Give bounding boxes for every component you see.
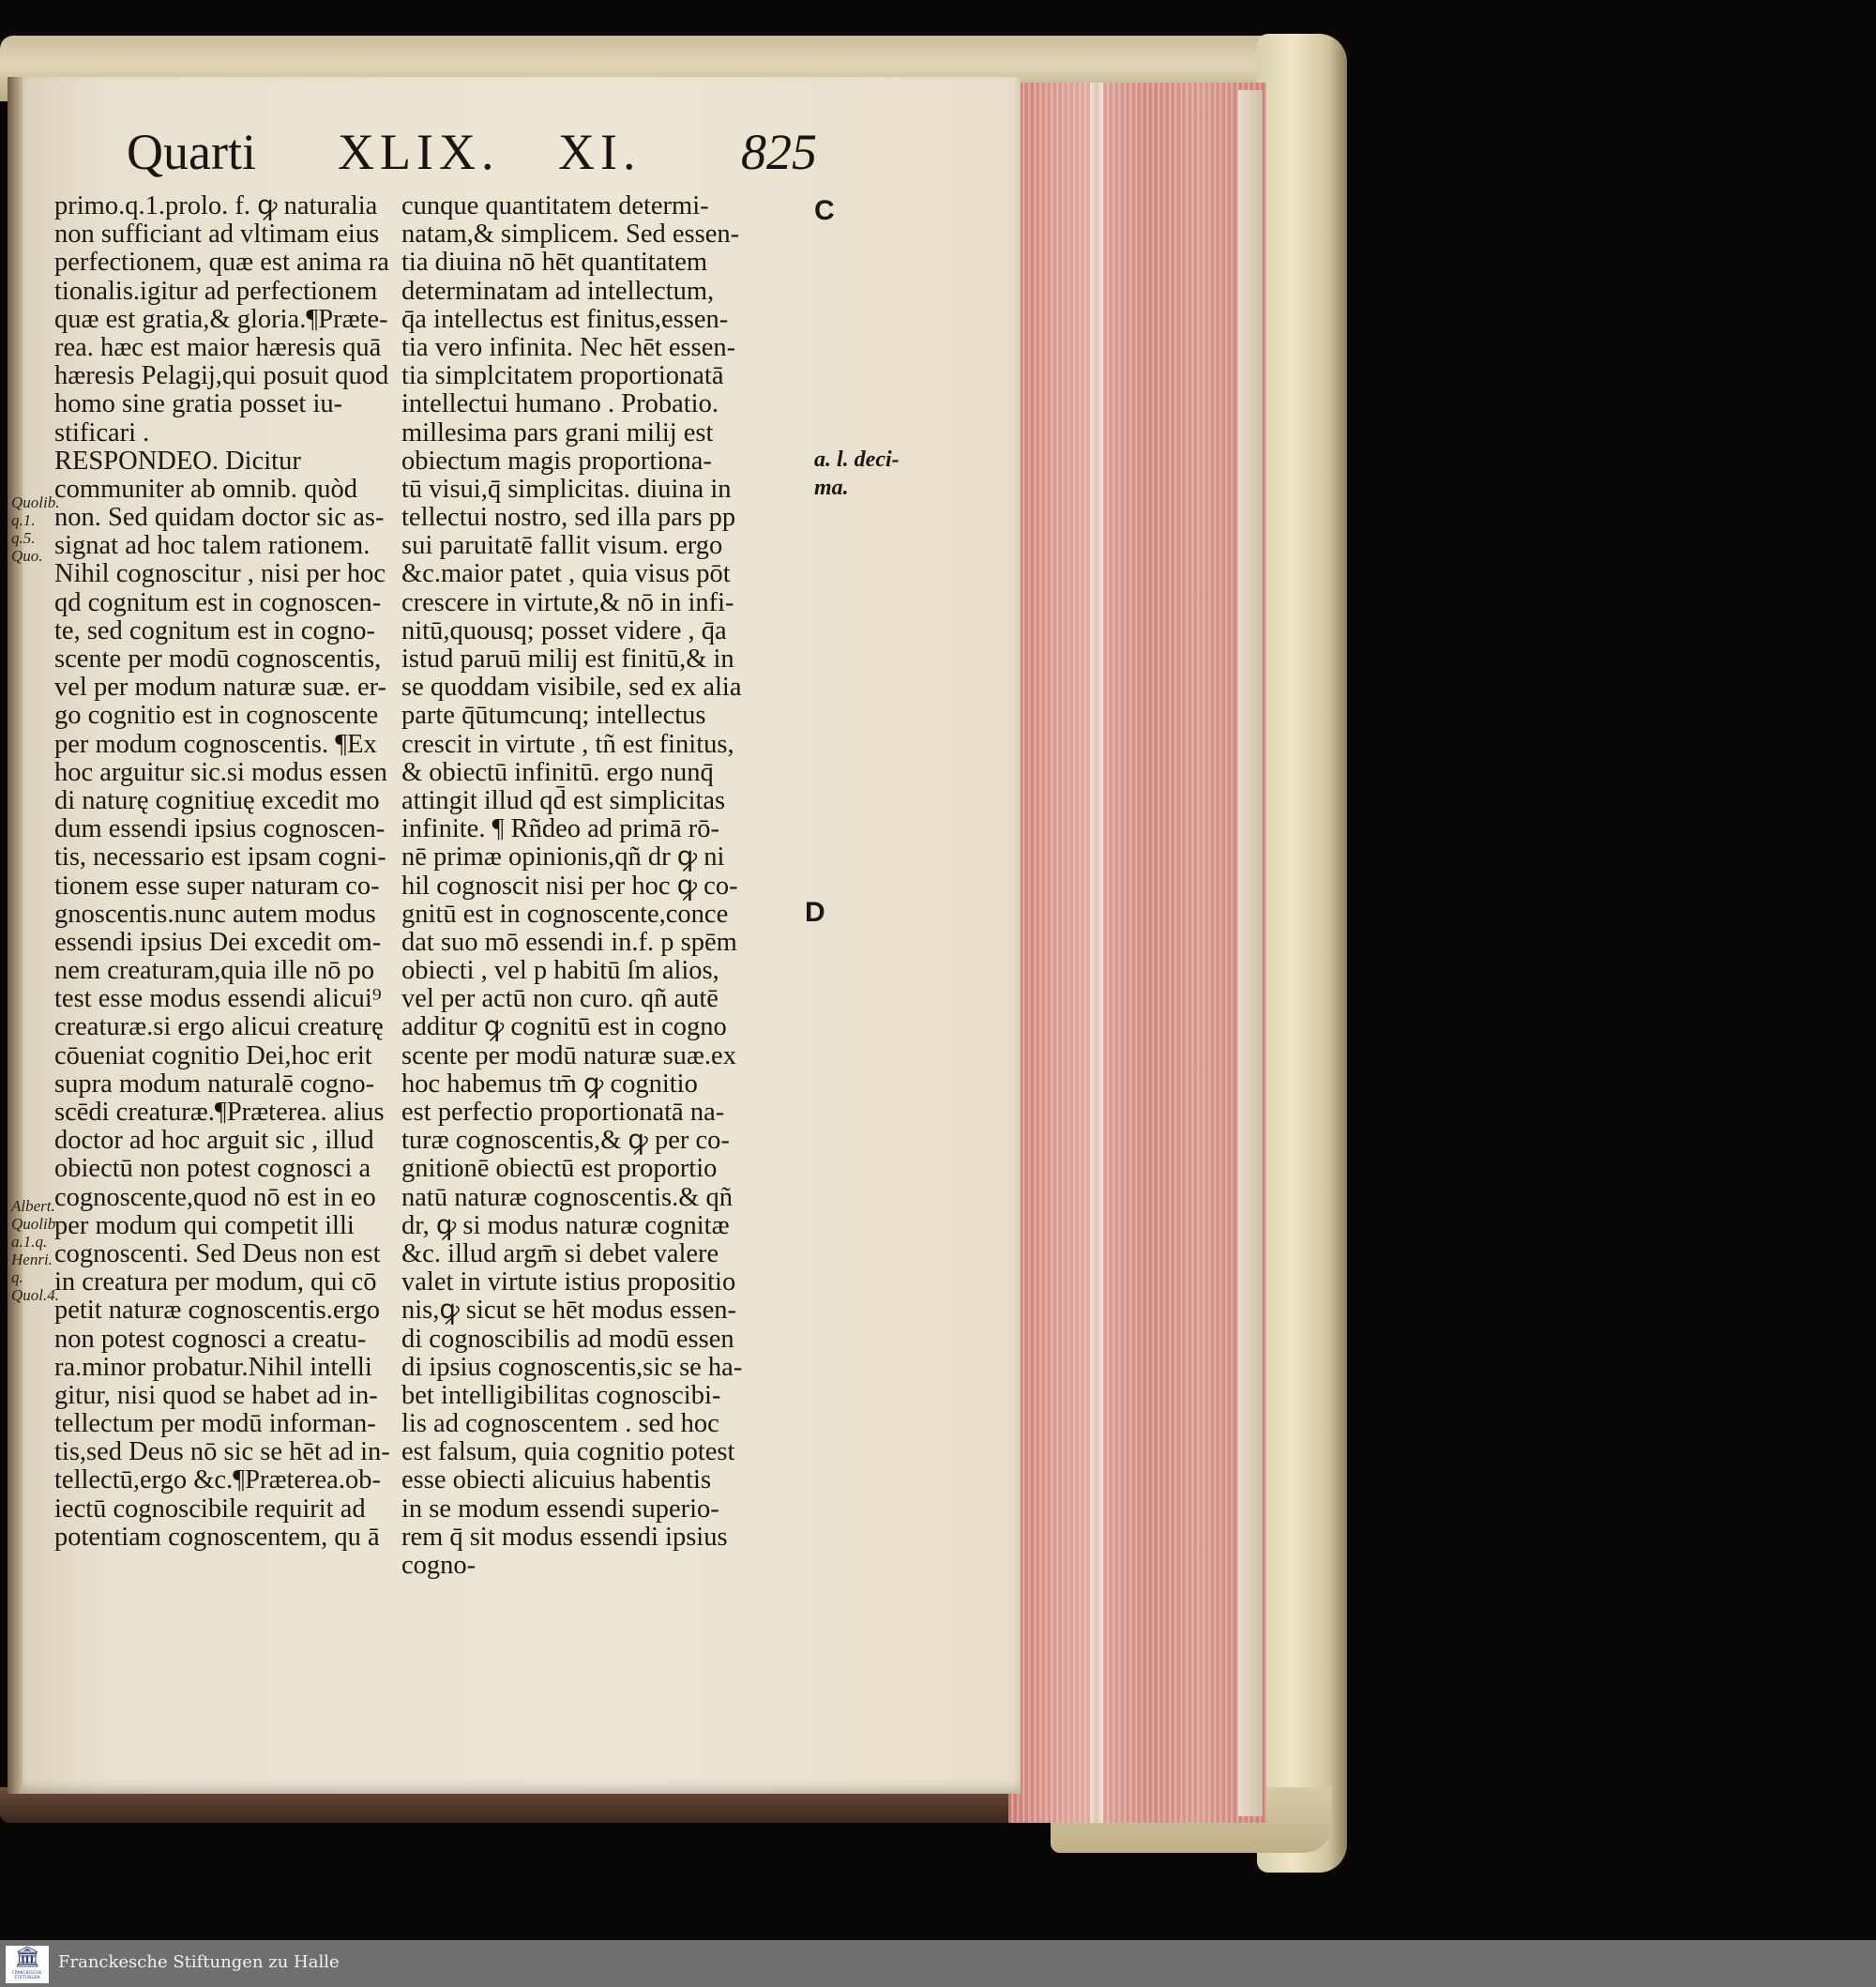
text-line: di naturę cognitiuę excedit mo — [54, 785, 380, 815]
text-line: rea. hæc est maior hæresis quā — [54, 332, 382, 362]
text-line: signat ad hoc talem rationem. — [54, 531, 371, 561]
running-head-distinction: XLIX. — [338, 124, 500, 180]
text-line: dr, ꝙ si modus naturæ cognitæ — [401, 1210, 730, 1240]
text-line: primo.q.1.prolo. f. ꝙ naturalia — [54, 191, 378, 220]
text-line: stificari . — [54, 417, 150, 447]
text-line: natū naturæ cognoscentis.& qñ — [401, 1182, 734, 1212]
text-line: crescere in virtute,& nō in infi- — [401, 587, 734, 617]
text-line: infinite. ¶ Rñdeo ad primā rō- — [401, 814, 719, 844]
text-line: parte q̄ūtumcunq; intellectus — [401, 701, 706, 731]
text-line: istud paruū milij est finitū,& in — [401, 645, 734, 674]
vellum-cover-right — [1257, 34, 1347, 1873]
page-fore-edge-gap — [1090, 83, 1103, 1823]
text-line: potentiam cognoscentem, qu ā — [54, 1522, 380, 1552]
text-line: per modum cognoscentis. ¶Ex — [54, 729, 377, 759]
text-line: dat suo mō essendi in.f. p spēm — [401, 927, 737, 957]
text-line: cogno- — [401, 1551, 477, 1580]
side-note: q.5. — [11, 529, 36, 547]
text-line: nem creaturam,quia ille nō po — [54, 956, 375, 986]
text-line: creaturæ.si ergo alicui creaturę — [54, 1012, 384, 1042]
page-fore-edge-right — [1238, 90, 1263, 1816]
text-line: millesima pars grani milij est — [401, 417, 714, 447]
text-line: intellectui humano . Probatio. — [401, 389, 719, 419]
text-line: nis,ꝙ sicut se hēt modus essen- — [401, 1296, 737, 1326]
text-line: esse obiecti alicuius habentis — [401, 1465, 712, 1495]
institution-logo — [6, 1946, 49, 1983]
text-line: tia vero infinita. Nec hēt essen- — [401, 332, 736, 362]
text-line: natam,& simplicem. Sed essen- — [401, 220, 740, 250]
running-head-question: XI. — [558, 124, 642, 180]
text-line: tia simplcitatem proportionatā — [401, 361, 724, 391]
side-note: Albert. — [11, 1197, 55, 1215]
text-line: per modum qui competit illi — [54, 1210, 355, 1240]
text-line: tellectum per modū informan- — [54, 1409, 376, 1439]
text-line: &c.maior patet , quia visus pōt — [401, 559, 731, 589]
text-line: hæresis Pelagij,qui posuit quod — [54, 361, 389, 391]
text-line: vel per modum naturæ suæ. er- — [54, 673, 387, 703]
text-line: tis, necessario est ipsam cogni- — [54, 842, 386, 872]
text-line: cōueniat cognitio Dei,hoc erit — [54, 1040, 372, 1070]
margin-note-line: a. l. deci- — [814, 447, 900, 472]
text-line: obiecti , vel p habitū ſm alios, — [401, 956, 719, 986]
text-line: sui paruitatē fallit visum. ergo — [401, 531, 723, 561]
text-line: tellectū,ergo &c.¶Præterea.ob- — [54, 1465, 381, 1495]
margin-note-right — [814, 446, 900, 502]
text-column-left — [54, 192, 392, 1552]
text-line: test esse modus essendi alicui⁹ — [54, 984, 382, 1014]
building-icon: 🏛 — [14, 1946, 40, 1969]
text-line: ra.minor probatur.Nihil intelli — [54, 1352, 372, 1382]
text-line: petit naturæ cognoscentis.ergo — [54, 1296, 380, 1326]
text-line: attingit illud qd̄ est simplicitas — [401, 785, 726, 815]
text-line: nitū,quousq; posset videre , q̄a — [401, 615, 727, 645]
text-line: gitur, nisi quod se habet ad in- — [54, 1380, 378, 1410]
margin-note-line: ma. — [814, 476, 849, 500]
text-line: rem q̄ sit modus essendi ipsius — [401, 1522, 728, 1552]
text-line: hil cognoscit nisi per hoc ꝙ co- — [401, 871, 738, 901]
side-note: q. — [11, 1268, 23, 1286]
text-line: dum essendi ipsius cognoscen- — [54, 814, 386, 844]
text-line: cunque quantitatem determi- — [401, 191, 709, 220]
text-line: tū visui,q̄ simplicitas. diuina in — [401, 474, 732, 504]
text-line: se quoddam visibile, sed ex alia — [401, 673, 742, 703]
text-line: turæ cognoscentis,& ꝙ per co- — [401, 1126, 730, 1156]
text-line: di ipsius cognoscentis,sic se ha- — [401, 1352, 743, 1382]
text-line: gnoscentis.nunc autem modus — [54, 899, 376, 929]
text-line: obiectū non potest cognosci a — [54, 1154, 371, 1184]
text-line: gnitionē obiectū est proportio — [401, 1154, 718, 1184]
section-letter-c: C — [814, 195, 835, 226]
text-line: tia diuina nō hēt quantitatem — [401, 248, 708, 278]
text-line: scēdi creaturæ.¶Præterea. alius — [54, 1098, 385, 1127]
text-line: scente per modū naturæ suæ.ex — [401, 1040, 736, 1070]
text-line: est perfectio proportionatā na- — [401, 1098, 725, 1127]
side-note: a.1.q. — [11, 1233, 48, 1251]
text-line: go cognitio est in cognoscente — [54, 701, 379, 731]
text-line: doctor ad hoc arguit sic , illud — [54, 1126, 374, 1156]
text-line: & obiectū infinitū. ergo nunq̄ — [401, 757, 714, 787]
text-line: valet in virtute istius propositio — [401, 1267, 736, 1297]
text-column-right — [401, 192, 791, 1580]
text-line: in se modum essendi superio- — [401, 1494, 719, 1524]
text-line: lis ad cognoscentem . sed hoc — [401, 1409, 719, 1439]
text-line: additur ꝙ cognitū est in cogno — [401, 1012, 727, 1042]
side-note: Quol.4. — [11, 1286, 59, 1304]
text-line: RESPONDEO. Dicitur — [54, 446, 301, 476]
text-line: homo sine gratia posset iu- — [54, 389, 343, 419]
side-notes-lower — [11, 1197, 59, 1304]
text-line: non. Sed quidam doctor sic as- — [54, 503, 385, 533]
side-note: Henri. — [11, 1251, 53, 1268]
text-line: Nihil cognoscitur , nisi per hoc — [54, 559, 386, 589]
text-line: tionalis.igitur ad perfectionem — [54, 276, 378, 306]
text-line: tionem esse super naturam co- — [54, 871, 380, 901]
institution-name: Franckesche Stiftungen zu Halle — [58, 1952, 340, 1972]
text-line: hoc habemus tm̄ ꝙ cognitio — [401, 1069, 698, 1099]
text-line: quæ est gratia,& gloria.¶Præte- — [54, 304, 388, 334]
text-line: determinatam ad intellectum, — [401, 276, 715, 306]
text-line: gnitū est in cognoscente,conce — [401, 899, 729, 929]
text-line: qd cognitum est in cognoscen- — [54, 587, 382, 617]
page-gutter — [8, 77, 23, 1794]
logo-text: FRANCKESCHE STIFTUNGEN — [12, 1970, 42, 1979]
text-line: supra modum naturalē cogno- — [54, 1069, 375, 1099]
page-number: 825 — [741, 124, 817, 180]
text-line: hoc arguitur sic.si modus essen — [54, 757, 387, 787]
text-line: &c. illud argm̄ si debet valere — [401, 1238, 719, 1268]
text-line: scente per modū cognoscentis, — [54, 645, 382, 674]
page-fore-edge — [1008, 83, 1266, 1823]
text-line: essendi ipsius Dei excedit om- — [54, 927, 382, 957]
text-line: te, sed cognitum est in cogno- — [54, 615, 375, 645]
text-line: cognoscenti. Sed Deus non est — [54, 1238, 381, 1268]
text-line: nē primæ opinionis,qñ dr ꝙ ni — [401, 842, 725, 872]
text-line: tellectui nostro, sed illa pars pp — [401, 503, 736, 533]
side-note: q.1. — [11, 511, 36, 529]
text-line: non potest cognosci a creatu- — [54, 1324, 367, 1354]
text-line: non sufficiant ad vltimam eius — [54, 220, 380, 250]
text-line: obiectum magis proportiona- — [401, 446, 712, 476]
section-letter-d: D — [805, 897, 825, 928]
side-note: Quolib. — [11, 1215, 60, 1233]
text-line: iectū cognoscibile requirit ad — [54, 1494, 366, 1524]
text-line: di cognoscibilis ad modū essen — [401, 1324, 734, 1354]
text-line: q̄a intellectus est finitus,essen- — [401, 304, 729, 334]
side-note: Quolib. — [11, 493, 60, 511]
footer-bar — [0, 1940, 1876, 1987]
text-line: perfectionem, quæ est anima ra — [54, 248, 389, 278]
text-line: crescit in virtute , tñ est finitus, — [401, 729, 734, 759]
side-note: Quo. — [11, 547, 43, 565]
text-line: communiter ab omnib. quòd — [54, 474, 357, 504]
text-line: in creatura per modum, qui cō — [54, 1267, 377, 1297]
side-notes-upper — [11, 493, 59, 565]
text-line: vel per actū non curo. qñ autē — [401, 984, 719, 1014]
text-line: bet intelligibilitas cognoscibi- — [401, 1380, 721, 1410]
text-line: tis,sed Deus nō sic se hēt ad in- — [54, 1437, 390, 1467]
text-line: cognoscente,quod nō est in eo — [54, 1182, 376, 1212]
running-head-left: Quarti — [127, 124, 256, 180]
text-line: est falsum, quia cognitio potest — [401, 1437, 735, 1467]
